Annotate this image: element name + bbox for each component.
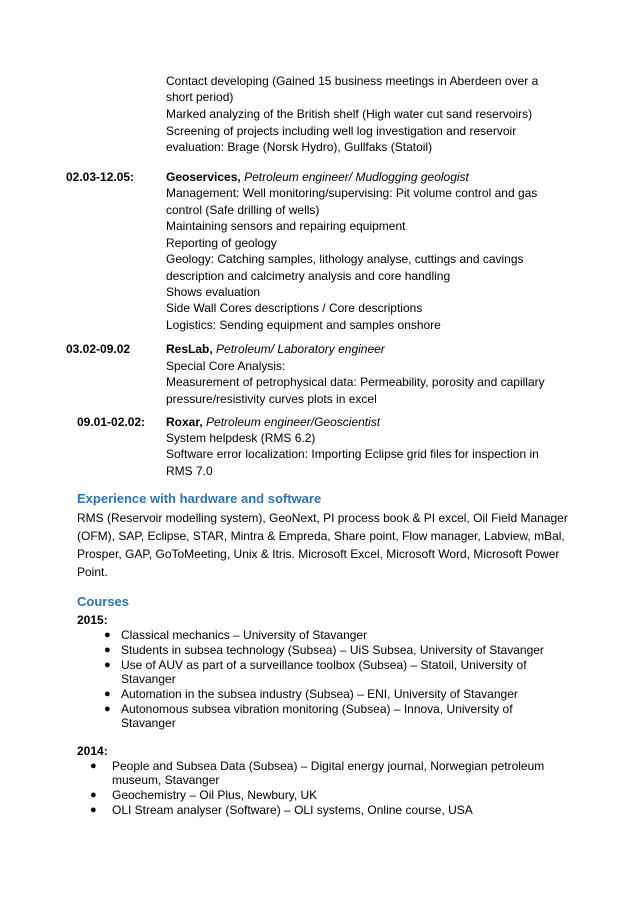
- detail-line: Reporting of geology: [166, 236, 277, 250]
- detail-line: Marked analyzing of the British shelf (High water cut sand reservoirs): [166, 107, 533, 121]
- job-role: Petroleum engineer/ Mudlogging geologist: [244, 170, 469, 184]
- detail-line: Maintaining sensors and repairing equipment: [166, 219, 406, 233]
- detail-line: evaluation: Brage (Norsk Hydro), Gullfaks (Statoil): [166, 140, 433, 154]
- bullet-icon: ●: [104, 629, 111, 641]
- section-heading: Experience with hardware and software: [77, 491, 322, 506]
- course-text: People and Subsea Data (Subsea) – Digital energy journal, Norwegian petroleum: [112, 759, 545, 773]
- course-text: Students in subsea technology (Subsea) – UiS Subsea, University of Stavanger: [121, 643, 544, 657]
- detail-line: Contact developing (Gained 15 business meetings in Aberdeen over a: [166, 74, 539, 88]
- course-text: Stavanger: [121, 716, 176, 730]
- course-text: Autonomous subsea vibration monitoring (Subsea) – Innova, University of: [121, 702, 513, 716]
- company-name: Geoservices,: [166, 170, 241, 184]
- course-text: Automation in the subsea industry (Subsea) – ENI, University of Stavanger: [121, 687, 518, 701]
- skills-line: RMS (Reservoir modelling system), GeoNext, PI process book & PI excel, Oil Field Manager: [77, 511, 568, 525]
- section-heading: Courses: [77, 594, 130, 609]
- job-title: [166, 341, 385, 357]
- detail-line: Side Wall Cores descriptions / Core descriptions: [166, 301, 423, 315]
- job-role: Petroleum/ Laboratory engineer: [216, 342, 385, 356]
- detail-line: pressure/resistivity curves plots in excel: [166, 392, 377, 406]
- bullet-icon: ●: [104, 659, 111, 671]
- company-name: ResLab,: [166, 342, 213, 356]
- job-role: Petroleum engineer/Geoscientist: [206, 415, 381, 429]
- bullet-icon: ●: [104, 688, 111, 700]
- detail-line: control (Safe drilling of wells): [166, 203, 320, 217]
- detail-line: Geology: Catching samples, lithology analyse, cuttings and cavings: [166, 252, 524, 266]
- bullet-icon: ●: [104, 703, 111, 715]
- course-text: Stavanger: [121, 672, 176, 686]
- detail-line: Special Core Analysis:: [166, 359, 286, 373]
- detail-line: Software error localization: Importing Eclipse grid files for inspection in: [166, 447, 539, 461]
- job-title: [166, 169, 469, 185]
- course-text: Classical mechanics – University of Stavanger: [121, 628, 368, 642]
- detail-line: Logistics: Sending equipment and samples onshore: [166, 318, 441, 332]
- detail-line: Shows evaluation: [166, 285, 261, 299]
- course-text: Use of AUV as part of a surveillance toolbox (Subsea) – Statoil, University of: [121, 658, 527, 672]
- bullet-icon: ●: [90, 789, 97, 801]
- job-date: 03.02-09.02: [66, 342, 131, 356]
- job-date: 02.03-12.05:: [66, 170, 135, 184]
- detail-line: Management: Well monitoring/supervising: Pit volume control and gas: [166, 186, 538, 200]
- course-year: 2014:: [77, 744, 108, 758]
- course-text: Geochemistry – Oil Plus, Newbury, UK: [112, 788, 318, 802]
- company-name: Roxar,: [166, 415, 203, 429]
- course-year: 2015:: [77, 613, 108, 627]
- detail-line: System helpdesk (RMS 6.2): [166, 431, 316, 445]
- bullet-icon: ●: [90, 760, 97, 772]
- job-date: 09.01-02.02:: [77, 415, 146, 429]
- course-text: OLI Stream analyser (Software) – OLI systems, Online course, USA: [112, 803, 473, 817]
- skills-line: Prosper, GAP, GoToMeeting, Unix & Itris. Microsoft Excel, Microsoft Word, Microsoft Power: [77, 547, 560, 561]
- detail-line: Measurement of petrophysical data: Permeability, porosity and capillary: [166, 375, 545, 389]
- detail-line: RMS 7.0: [166, 464, 213, 478]
- course-text: museum, Stavanger: [112, 773, 220, 787]
- skills-line: Point.: [77, 565, 108, 579]
- skills-line: (OFM), SAP, Eclipse, STAR, Mintra & Empreda, Share point, Flow manager, Labview, mBal,: [77, 529, 565, 543]
- detail-line: short period): [166, 90, 234, 104]
- detail-line: description and calcimetry analysis and core handling: [166, 269, 451, 283]
- bullet-icon: ●: [90, 804, 97, 816]
- detail-line: Screening of projects including well log investigation and reservoir: [166, 124, 517, 138]
- bullet-icon: ●: [104, 644, 111, 656]
- job-title: [166, 414, 380, 430]
